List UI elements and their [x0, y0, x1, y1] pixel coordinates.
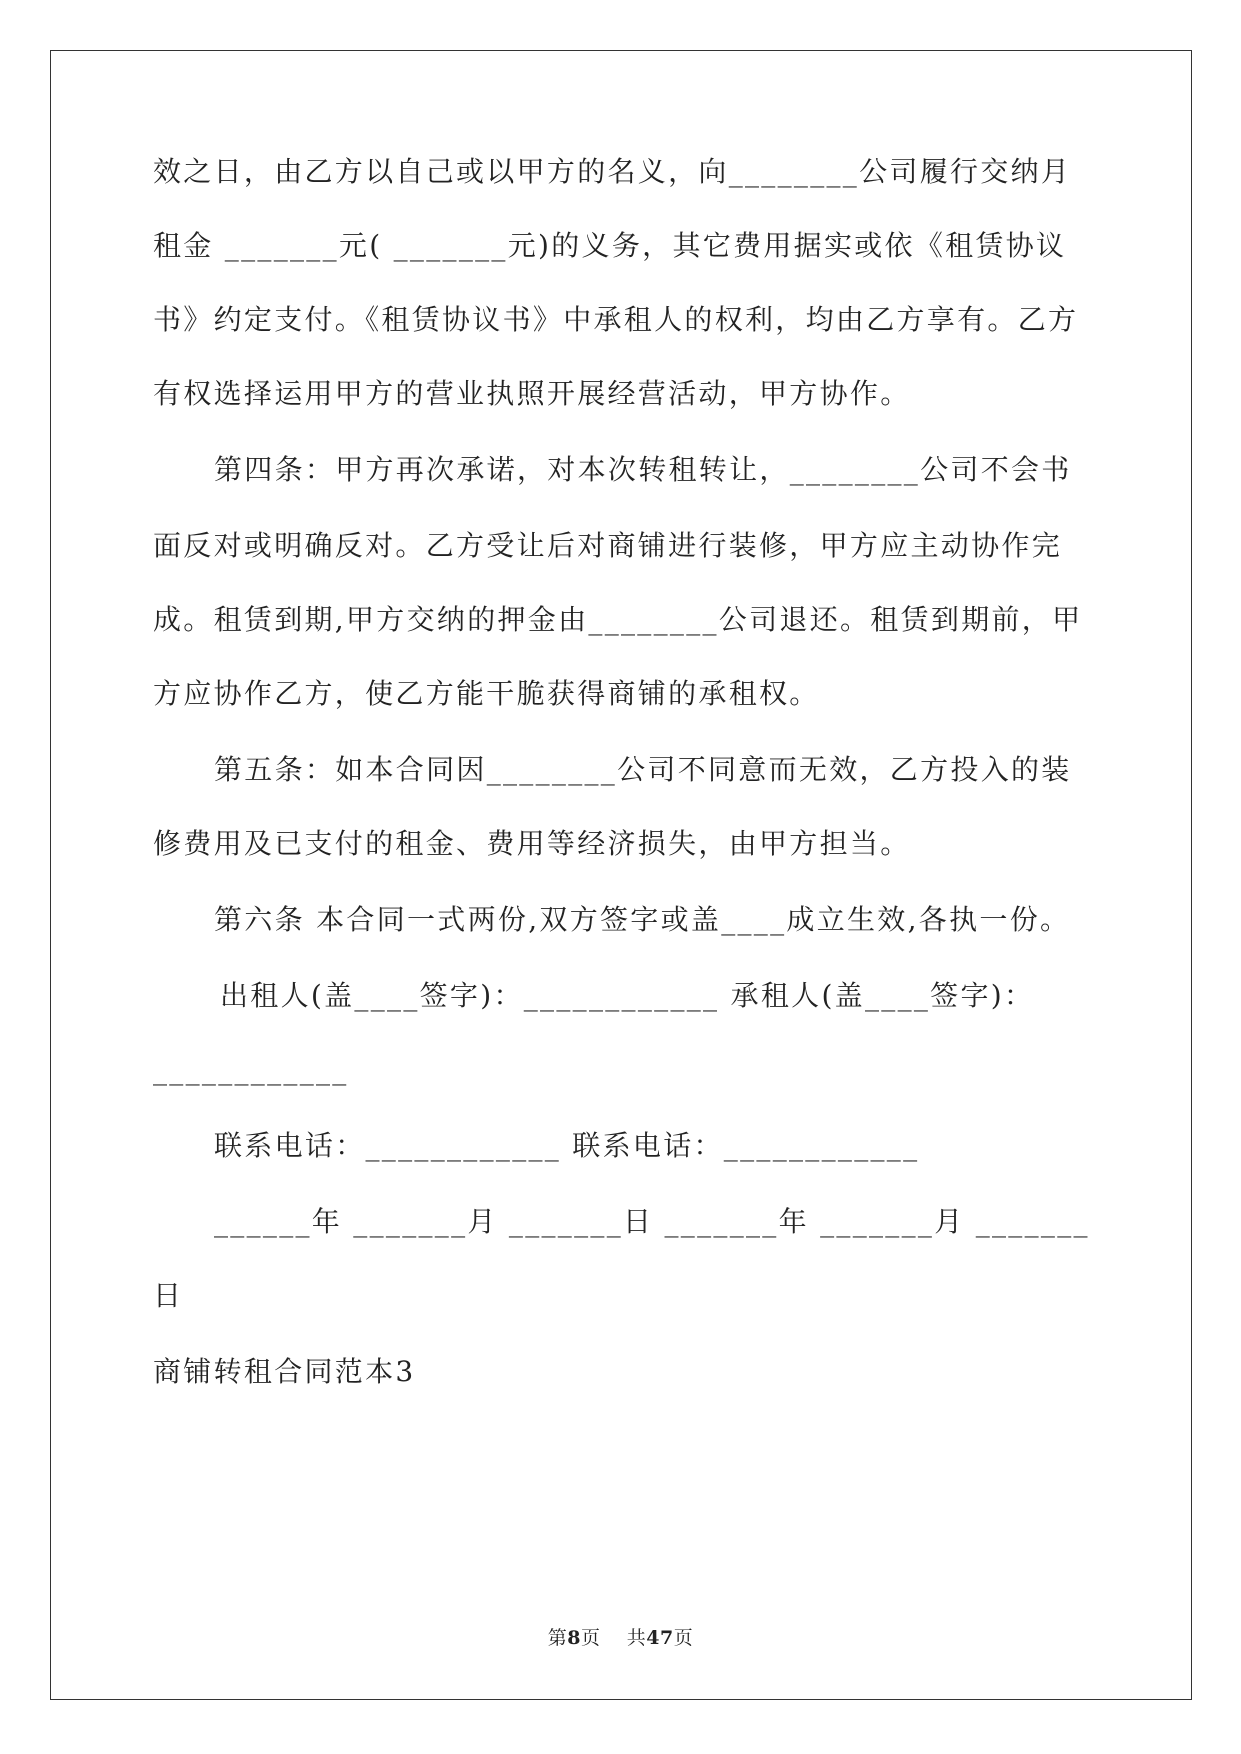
footer-page-number: 8 — [567, 1627, 582, 1649]
signature-line: 出租人(盖____签字)：____________ 承租人(盖____签字)： — [220, 979, 1035, 1012]
footer-prefix: 第 — [547, 1627, 568, 1649]
date-line-end: 日 — [153, 1279, 184, 1312]
footer-total-prefix: 共 — [626, 1627, 647, 1649]
article-4-line-3: 成。租赁到期,甲方交纳的押金由________公司退还。租赁到期前，甲 — [153, 603, 1083, 636]
text-line-4: 有权选择运用甲方的营业执照开展经营活动，甲方协作。 — [153, 377, 911, 410]
page-border — [50, 50, 1192, 1700]
footer-total-pages: 47 — [646, 1627, 674, 1649]
article-4-line-4: 方应协作乙方，使乙方能干脆获得商铺的承租权。 — [153, 677, 820, 710]
text-line-1: 效之日，由乙方以自己或以甲方的名义，向________公司履行交纳月 — [153, 155, 1072, 188]
date-line: ______年 _______月 _______日 _______年 _______月 _______ — [214, 1205, 1090, 1238]
article-5-line-2: 修费用及已支付的租金、费用等经济损失，由甲方担当。 — [153, 827, 911, 860]
footer-page-suffix: 页 — [581, 1627, 601, 1649]
page-footer — [0, 1625, 1241, 1651]
article-4-line-2: 面反对或明确反对。乙方受让后对商铺进行装修，甲方应主动协作完 — [153, 529, 1063, 562]
contact-phone-line: 联系电话：____________ 联系电话：____________ — [214, 1129, 920, 1162]
signature-blank: ____________ — [153, 1053, 349, 1086]
article-4-line-1: 第四条：甲方再次承诺，对本次转租转让，________公司不会书 — [214, 453, 1072, 486]
text-line-2: 租金 _______元( _______元)的义务，其它费用据实或依《租赁协议 — [153, 229, 1067, 262]
article-6: 第六条 本合同一式两份,双方签字或盖____成立生效,各执一份。 — [214, 903, 1071, 936]
section-heading: 商铺转租合同范本3 — [153, 1355, 416, 1388]
footer-total-suffix: 页 — [673, 1627, 694, 1649]
text-line-3: 书》约定支付。《租赁协议书》中承租人的权利，均由乙方享有。乙方 — [153, 303, 1079, 336]
article-5-line-1: 第五条：如本合同因________公司不同意而无效，乙方投入的装 — [214, 753, 1072, 786]
